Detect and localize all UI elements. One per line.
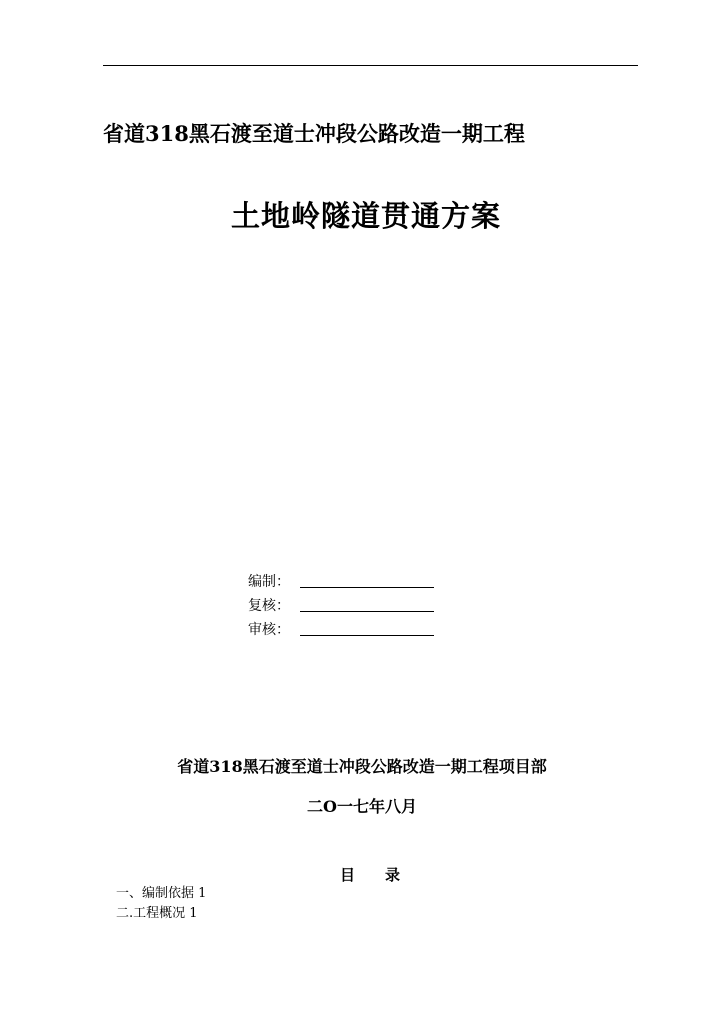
signature-line — [300, 597, 434, 612]
issue-date: 二O一七年八月 — [307, 797, 417, 816]
toc-heading — [340, 864, 400, 885]
organization-name: 省道318黑石渡至道士冲段公路改造一期工程项目部 — [177, 757, 547, 776]
toc-list — [116, 884, 206, 924]
signature-row-compile — [248, 567, 434, 591]
signature-block — [248, 567, 434, 639]
signature-row-review — [248, 591, 434, 615]
toc-item[interactable]: 一、编制依据 1 — [116, 886, 207, 901]
document-title: 土地岭隧道贯通方案 — [231, 199, 502, 233]
signature-line — [300, 573, 434, 588]
toc-heading-left: 目 — [340, 866, 356, 884]
toc-heading-right: 录 — [385, 866, 401, 884]
toc-item[interactable]: 二.工程概况 1 — [116, 906, 198, 921]
signature-label: 复核： — [248, 598, 290, 614]
signature-row-approve — [248, 615, 434, 639]
header-rule — [103, 65, 638, 66]
signature-label: 编制： — [248, 574, 290, 590]
project-title: 省道318黑石渡至道士冲段公路改造一期工程 — [103, 121, 525, 146]
signature-label: 审核： — [248, 622, 290, 638]
signature-line — [300, 621, 434, 636]
